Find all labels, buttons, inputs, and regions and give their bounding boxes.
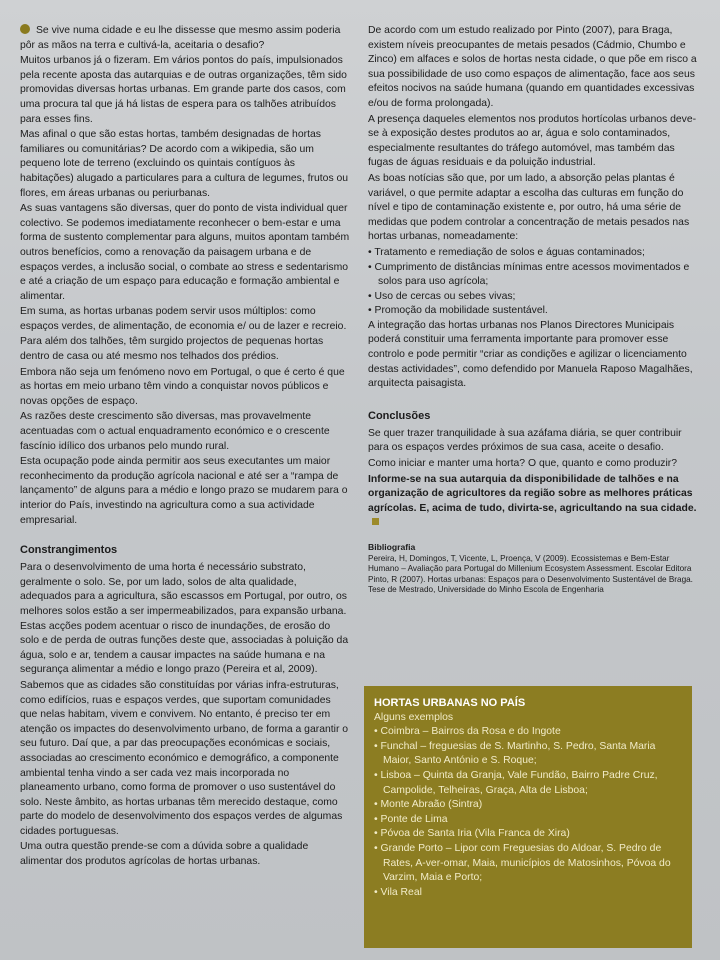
- list-item: • Ponte de Lima: [374, 813, 448, 825]
- body-paragraph: Uma outra questão prende-se com a dúvida sobre a qualidade alimentar dos produtos agrícolas de hortas urbanas.: [20, 841, 309, 868]
- examples-list: [374, 725, 682, 900]
- body-paragraph: Esta ocupação pode ainda permitir aos seus executantes um maior reconhecimento da produção agrícola nacional e até ser a “rampa de lançamento” de alguns para a médio e longo prazo se mudarem para o interior do País, investindo na agricultura como a sua actividade empresarial.: [20, 456, 348, 526]
- intro-paragraph: [20, 24, 350, 53]
- bibliography: [368, 542, 698, 596]
- sidebar-box-hortas-urbanas: [364, 686, 692, 948]
- list-item: • Póvoa de Santa Iria (Vila Franca de Xira): [374, 828, 570, 840]
- body-paragraph: Muitos urbanos já o fizeram. Em vários pontos do país, impulsionados pela recente aposta das autarquias e de outras organizações, têm sido promovidas diversas hortas urbanas. Em grande parte dos casos, com uma procura tal que já há listas de espera para os talhões atribuídos para esses fins.: [20, 55, 347, 125]
- end-mark-icon: [372, 518, 379, 525]
- body-paragraph: Em suma, as hortas urbanas podem servir usos múltiplos: como espaços verdes, de alimentação, de economia e/ ou de lazer e recreio.: [20, 306, 347, 332]
- body-paragraph: Para o desenvolvimento de uma horta é necessário substrato, geralmente o solo. Se, por um lado, solos de alta qualidade, adequados para a agricultura, são escassos em Portugal, por outro, os melhores solos estão a ser impermeabilizados, para expansão urbana. Estas acções podem acentuar o risco de inundações, de erosão do solo e de perda de outras funções deste que, associadas à poluição da água, solo e ar, tendem a causar impactes na saúde humana e na segurança alimentar a médio e longo prazo (Pereira et al, 2009).: [20, 562, 349, 676]
- body-paragraph: Para além dos talhões, têm surgido projectos de pequenas hortas dentro de casa ou até mesmo nos telhados dos prédios.: [20, 336, 324, 363]
- left-column: [20, 24, 350, 871]
- body-paragraph: As razões deste crescimento são diversas, mas provavelmente acentuadas com o actual enquadramento económico e o crescente fascínio idílico dos urbanos pelo mundo rural.: [20, 411, 330, 452]
- section-heading-constrangimentos: Constrangimentos: [20, 544, 118, 557]
- bibliography-entry: Pereira, H, Domingos, T, Vicente, L, Proença, V (2009). Ecossistemas e Bem-Estar Humano – Avaliação para Portugal do Millenium Ecosystem Assessment. Escolar Editora: [368, 553, 692, 574]
- list-item: • Monte Abraão (Sintra): [374, 799, 483, 811]
- body-paragraph: As suas vantagens são diversas, quer do ponto de vista individual quer colectivo. Se podemos imediatamente reconhecer o bem-estar e uma forma de sustento complementar para alguns, muitos apontam também outros benefícios, como a renovação da paisagem urbana e de espaços verdes, a inclusão social, o combate ao stress e sedentarismo e até a criação de um espaço para educação e formação ambiental e alimentar.: [20, 203, 350, 302]
- list-item: • Coimbra – Bairros da Rosa e do Ingote: [374, 726, 561, 738]
- list-item: • Promoção da mobilidade sustentável.: [368, 305, 548, 317]
- conclusion-bold-paragraph: [368, 473, 698, 531]
- right-column: [368, 24, 698, 596]
- box-subtitle: Alguns exemplos: [374, 711, 454, 723]
- list-item: • Cumprimento de distâncias mínimas entre acessos movimentados e solos para uso agrícola;: [368, 261, 690, 288]
- measures-list: [368, 246, 698, 319]
- list-item: • Uso de cercas ou sebes vivas;: [368, 290, 516, 302]
- list-item: • Tratamento e remediação de solos e águas contaminados;: [368, 246, 645, 258]
- body-paragraph: A presença daqueles elementos nos produtos hortícolas urbanos deve-se à exposição destes produtos ao ar, água e solo contaminados, especialmente resultantes do tráfego automóvel, mas também das fugas de águas residuais e da poluição industrial.: [368, 113, 697, 169]
- box-title: HORTAS URBANAS NO PAÍS: [374, 697, 526, 709]
- body-paragraph: Mas afinal o que são estas hortas, também designadas de hortas familiares ou comunitárias? De acordo com a wikipedia, são um pequeno lote de terreno (excluindo os quintais contíguos às habitações) alugado a particulares para a cultura de legumes, frutos ou flores, em áreas urbanas ou periurbanas.: [20, 129, 349, 199]
- bibliography-entry: Pinto, R (2007). Hortas urbanas: Espaços para o Desenvolvimento Sustentável de Braga. Tese de Mestrado, Universidade do Minho Escola de Engenharia: [368, 574, 693, 595]
- list-item: • Funchal – freguesias de S. Martinho, S. Pedro, Santa Maria Maior, Santo António e S. Roque;: [374, 740, 656, 767]
- intro-text: Se vive numa cidade e eu lhe dissesse que mesmo assim poderia pôr as mãos na terra e cultivá-la, aceitaria o desafio?: [20, 25, 341, 51]
- bibliography-heading: Bibliografia: [368, 542, 416, 552]
- list-item: • Lisboa – Quinta da Granja, Vale Fundão, Bairro Padre Cruz, Campolide, Telheiras, Graça, Alta de Lisboa;: [374, 769, 658, 796]
- list-item: • Grande Porto – Lipor com Freguesias do Aldoar, S. Pedro de Rates, A-ver-omar, Maia, municípios de Matosinhos, Póvoa do Varzim, Maia e Porto;: [374, 842, 671, 884]
- body-paragraph: A integração das hortas urbanas nos Planos Directores Municipais poderá constituir uma ferramenta importante para promover esse controlo e pode permitir “criar as condições e agilizar o licenciamento destas actividades”, como defendido por Manuela Raposo Magalhães, arquitecta paisagista.: [368, 319, 693, 390]
- body-paragraph: As boas notícias são que, por um lado, a absorção pelas plantas é variável, o que permite adaptar a escolha das culturas em função do nível e tipo de contaminação existente e, por outro, há uma série de medidas que podem controlar a concentração de metais pesados nas hortas urbanas, nomeadamente:: [368, 172, 690, 243]
- body-paragraph: Sabemos que as cidades são constituídas por várias infra-estruturas, como edifícios, ruas e espaços verdes, que suportam comunidades que nelas habitam, vivem e convivem. No entanto, é preciso ter em atenção os impactes do desenvolvimento urbano, de forma a garantir o seu futuro. Daí que, a par das preocupações económicas e sociais, associadas ao crescimento económico e demográfico, a componente ambiental tenha vindo a ser cada vez mais incorporada no planeamento urbano, como forma de promover o uso sustentável do solo. Neste âmbito, as hortas urbanas têm merecido destaque, como parte do modelo de desenvolvimento dos espaços verdes de algumas cidades portuguesas.: [20, 679, 349, 837]
- body-paragraph: De acordo com um estudo realizado por Pinto (2007), para Braga, existem níveis preocupantes de metais pesados (Cádmio, Chumbo e Zinco) em alfaces e solos de hortas nesta cidade, o que põe em risco a sua possibilidade de uso como espaços de alimentação, face aos seus efeitos nocivos na saúde humana (quando em quantidades excessivas e/ou de forma prolongada).: [368, 25, 697, 109]
- body-paragraph: Se quer trazer tranquilidade à sua azáfama diária, se quer contribuir para os espaços verdes próximos de sua casa, aceite o desafio.: [368, 427, 682, 454]
- bullet-dot-icon: [20, 24, 30, 34]
- body-paragraph: Como iniciar e manter uma horta? O que, quanto e como produzir?: [368, 458, 677, 470]
- conclusion-bold-text: Informe-se na sua autarquia da disponibilidade de talhões e na organização de agricultores da região sobre as melhores práticas agrícolas. E, acima de tudo, divirta-se, agricultando na sua cidade.: [368, 473, 697, 514]
- body-paragraph: Embora não seja um fenómeno novo em Portugal, o que é certo é que as hortas em meio urbano têm vindo a conquistar novos públicos e novas opções de espaço.: [20, 366, 345, 407]
- section-heading-conclusoes: Conclusões: [368, 409, 431, 422]
- list-item: • Vila Real: [374, 886, 422, 898]
